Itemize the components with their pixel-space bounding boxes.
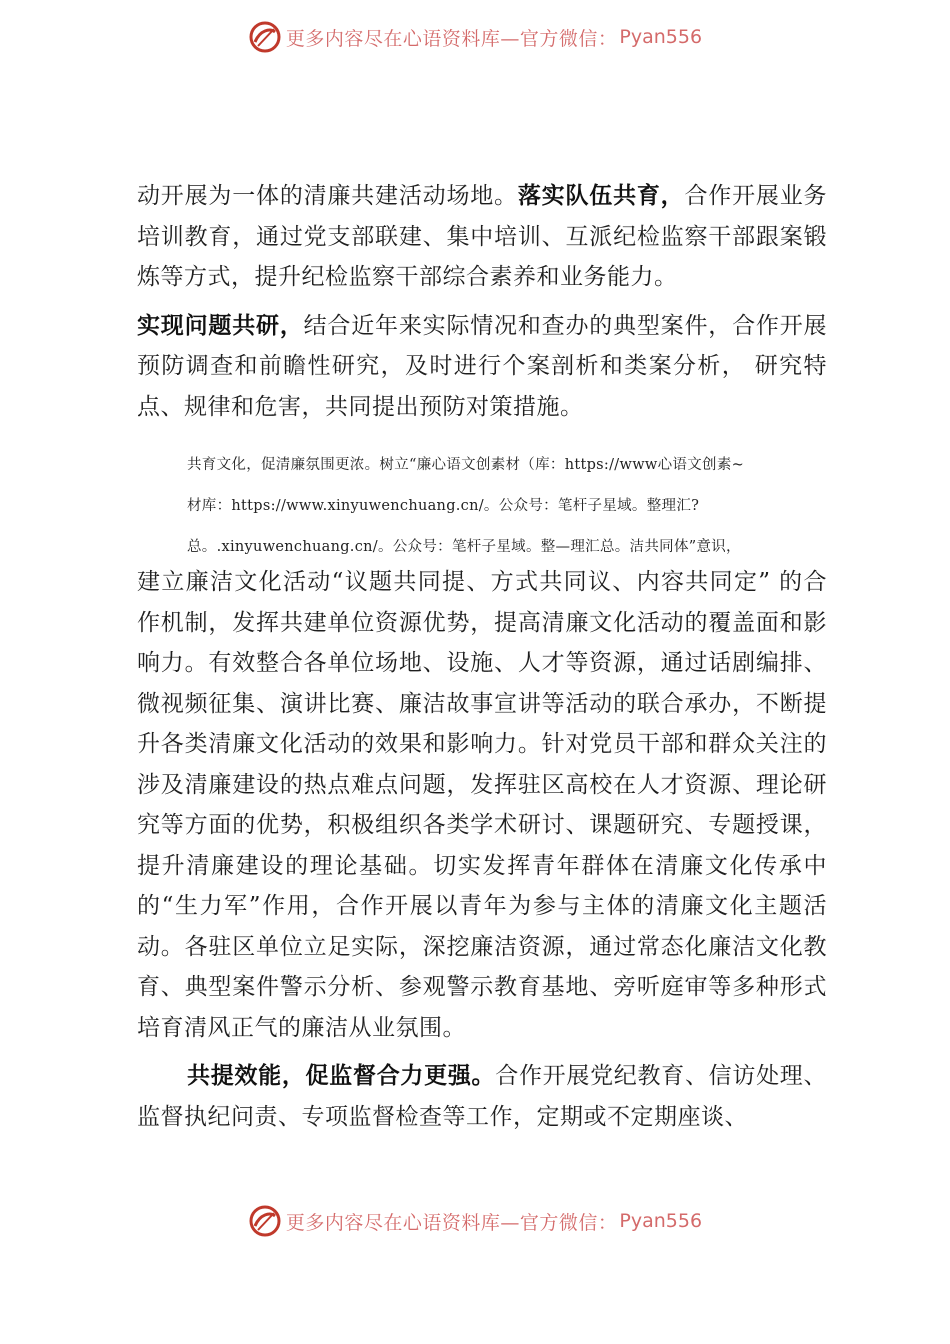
bold-heading-supervision: 共提效能，促监督合力更强。 bbox=[187, 1063, 496, 1089]
paragraph-4: 共提效能，促监督合力更强。合作开展党纪教育、信访处理、监督执纪问责、专项监督检查等工作，定期或不定期座谈、 bbox=[137, 1063, 828, 1130]
header-banner bbox=[0, 12, 950, 62]
paragraph-1: 动开展为一体的清廉共建活动场地。落实队伍共育，合作开展业务培训教育，通过党支部联建、集中培训、互派纪检监察干部跟案锻炼等方式，提升纪检监察干部综合素养和业务能力。 bbox=[137, 183, 828, 290]
small-text-line: 共育文化，促清廉氛围更浓。树立“廉心语文创素材（库：https://www心语文创素~ bbox=[187, 457, 745, 473]
bold-heading-team: 落实队伍共育， bbox=[517, 183, 685, 209]
small-text-block bbox=[187, 445, 827, 568]
header-banner-text: 更多内容尽在心语资料库—官方微信： bbox=[285, 27, 618, 50]
document-body bbox=[137, 176, 827, 1137]
header-wechat-account: Pyan556 bbox=[619, 26, 703, 48]
footer-wechat-account: Pyan556 bbox=[619, 1210, 703, 1232]
bold-heading-research: 实现问题共研， bbox=[137, 312, 304, 339]
logo-icon bbox=[248, 20, 282, 54]
paragraph-3: 建立廉洁文化活动“议题共同提、方式共同议、内容共同定” 的合作机制，发挥共建单位资源优势，提高清廉文化活动的覆盖面和影响力。有效整合各单位场地、设施、人才等资源，通过话剧编排、微视频征集、演讲比赛、廉洁故事宣讲等活动的联合承办，不断提升各类清廉文化活动的效果和影响力。针对党员干部和群众关注的涉及清廉建设的热点难点问题，发挥驻区高校在人才资源、理论研究等方面的优势，积极组织各类学术研讨、课题研究、专题授课，提升清廉建设的理论基础。切实发挥青年群体在清廉文化传承中的“生力军”作用，合作开展以青年为参与主体的清廉文化主题活动。各驻区单位立足实际，深挖廉洁资源，通过常态化廉洁文化教育、典型案件警示分析、参观警示教育基地、旁听庭审等多种形式培育清风正气的廉洁从业氛围。 bbox=[137, 569, 827, 1041]
logo-icon bbox=[248, 1204, 282, 1238]
footer-banner bbox=[0, 1196, 950, 1246]
paragraph-2: 实现问题共研，结合近年来实际情况和查办的典型案件，合作开展预防调查和前瞻性研究，及时进行个案剖析和类案分析， 研究特点、规律和危害，共同提出预防对策措施。 bbox=[137, 312, 828, 420]
small-text-line: 总。.xinyuwenchuang.cn/。公众号：笔杆子星域。整—理汇总。洁共同体”意识， bbox=[187, 539, 741, 555]
small-text-line: 材库：https://www.xinyuwenchuang.cn/。公众号：笔杆子星域。整理汇? bbox=[187, 498, 700, 514]
footer-banner-text: 更多内容尽在心语资料库—官方微信： bbox=[285, 1211, 618, 1234]
